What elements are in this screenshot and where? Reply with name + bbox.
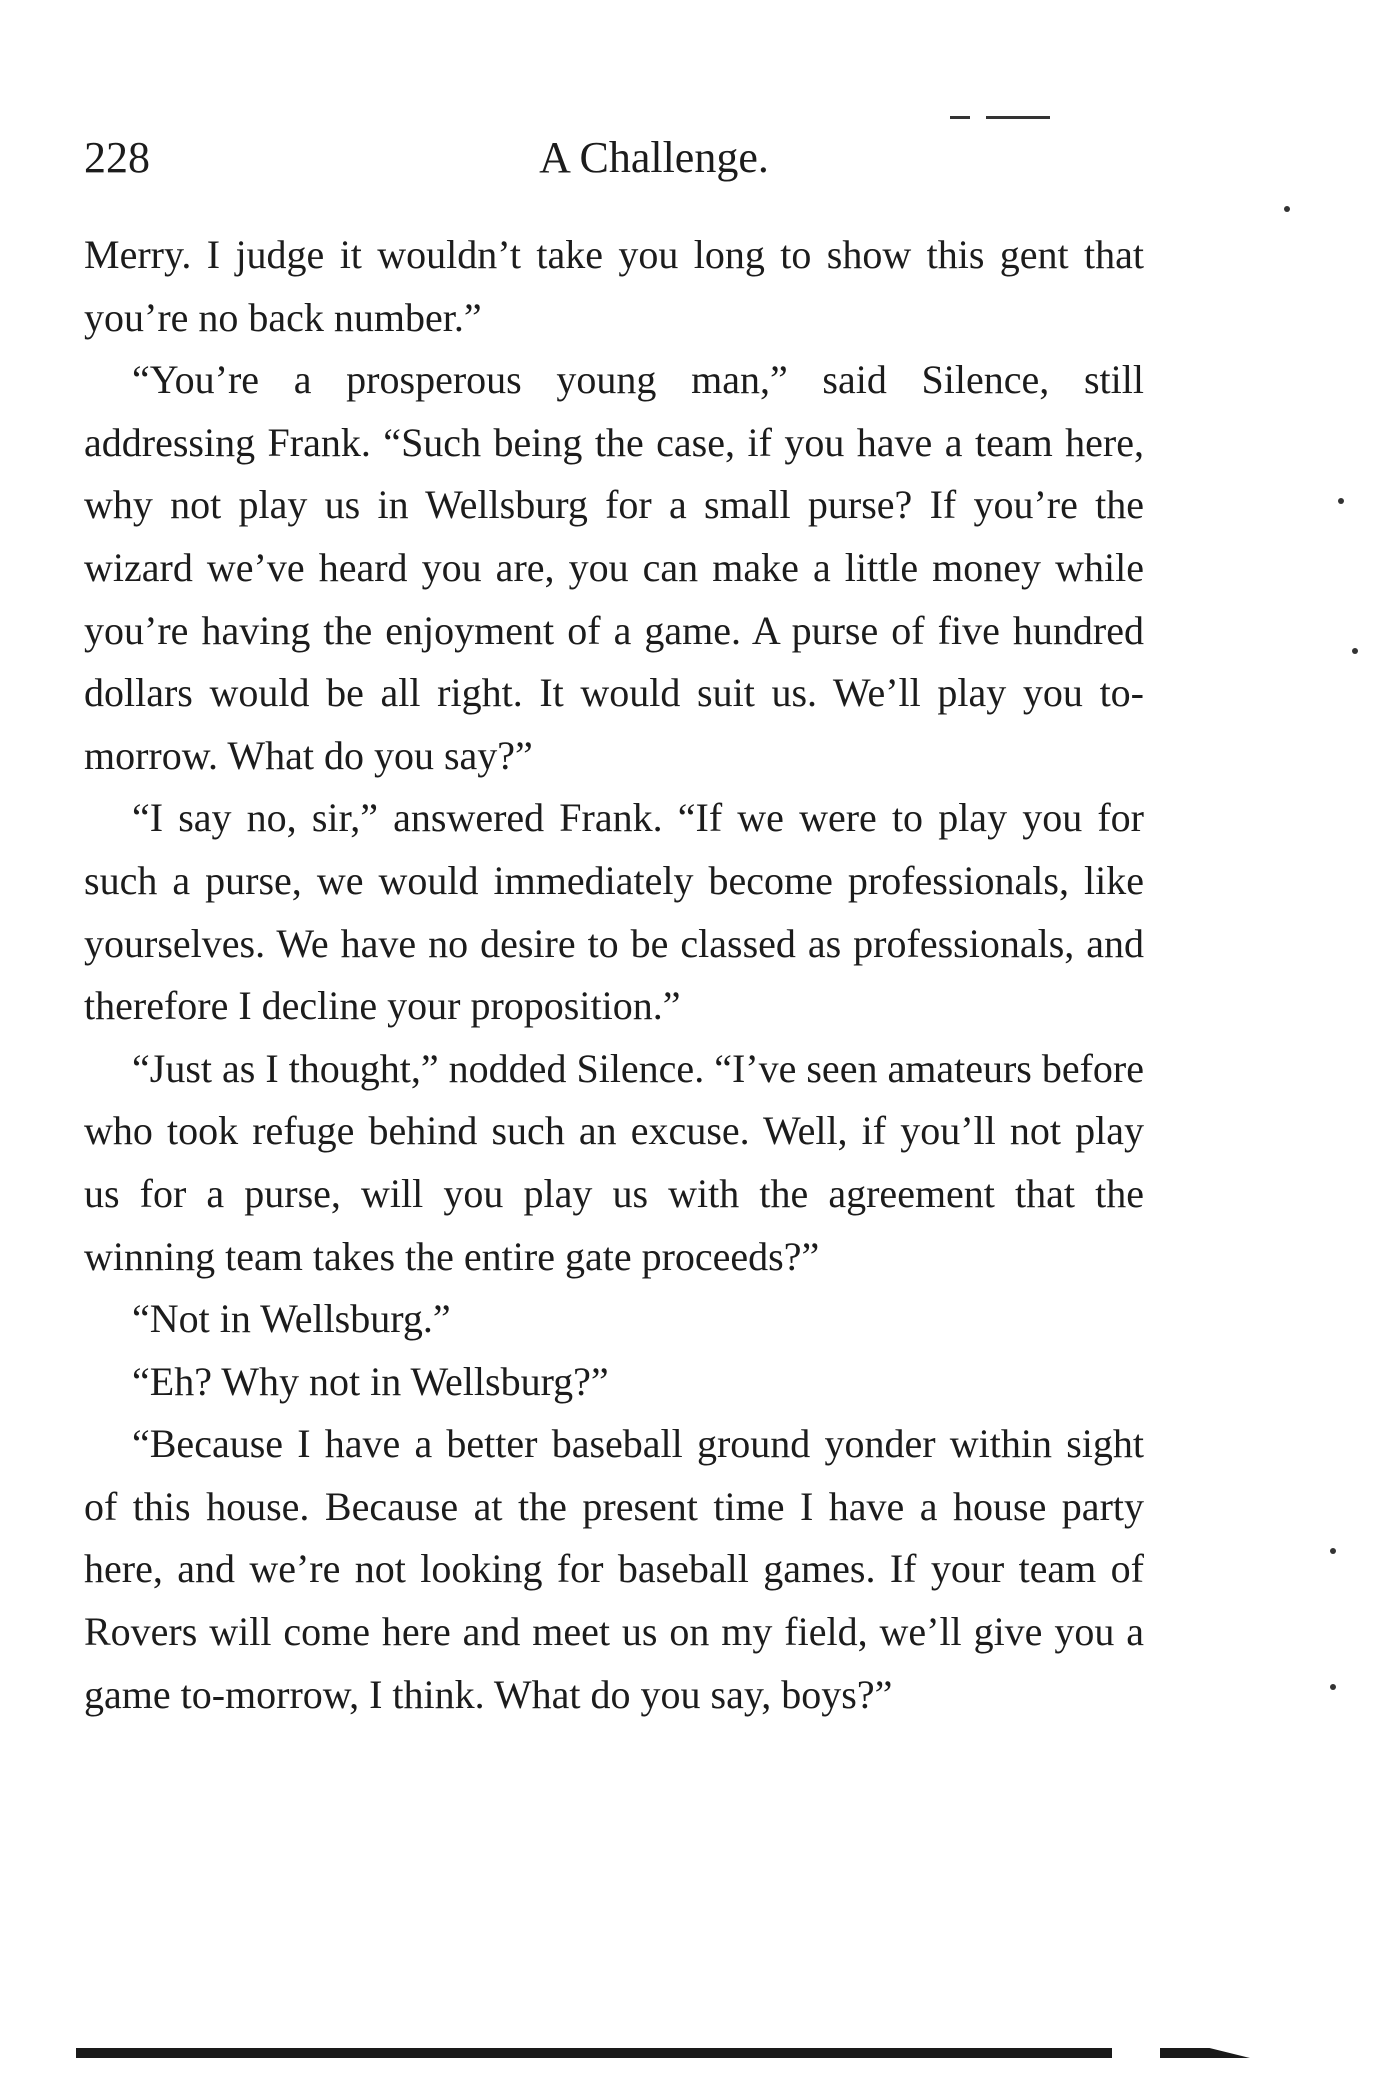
- paragraph: “Eh? Why not in Wellsburg?”: [132, 1358, 609, 1404]
- paragraph: “Because I have a better baseball ground yonder within sight of this house. Because at the present time I have a house party here, and we’re not looking for baseball games. If your team of Rovers will come here and meet us on my field, we’ll give you a game to-morrow, I think. What do you say, boys?”: [84, 1421, 1144, 1717]
- paragraph: “Not in Wellsburg.”: [132, 1296, 451, 1342]
- paragraph: Merry. I judge it wouldn’t take you long to show this gent that you’re no back number.”: [84, 232, 1144, 340]
- paragraph: “You’re a prosperous young man,” said Silence, still addressing Frank. “Such being the case, if you have a team here, why not play us in Wellsburg for a small purse? If you’re the wizard we’ve heard you are, you can make a little money while you’re having the enjoyment of a game. A purse of five hundred dollars would be all right. It would suit us. We’ll play you to-morrow. What do you say?”: [84, 357, 1144, 778]
- page-number: 228: [84, 133, 150, 182]
- page-header: [84, 128, 1144, 188]
- margin-speck: [1330, 1548, 1336, 1554]
- body-text: [84, 224, 1144, 1726]
- running-title: A Challenge.: [539, 133, 769, 182]
- margin-speck: [1352, 648, 1358, 654]
- margin-speck: [1338, 498, 1344, 504]
- bottom-rule: [76, 2048, 1112, 2058]
- bottom-rule-fragment: [1160, 2048, 1250, 2058]
- paragraph: “Just as I thought,” nodded Silence. “I’ve seen amateurs before who took refuge behind such an excuse. Well, if you’ll not play us for a purse, will you play us with the agreement that the winning team takes the entire gate proceeds?”: [84, 1045, 1144, 1279]
- paragraph: “I say no, sir,” answered Frank. “If we were to play you for such a purse, we would immediately become professionals, like yourselves. We have no desire to be classed as professionals, and therefore I decline your proposition.”: [84, 795, 1144, 1029]
- margin-speck: [1330, 1684, 1336, 1690]
- scan-mark: [950, 116, 1050, 119]
- margin-speck: [1284, 206, 1290, 212]
